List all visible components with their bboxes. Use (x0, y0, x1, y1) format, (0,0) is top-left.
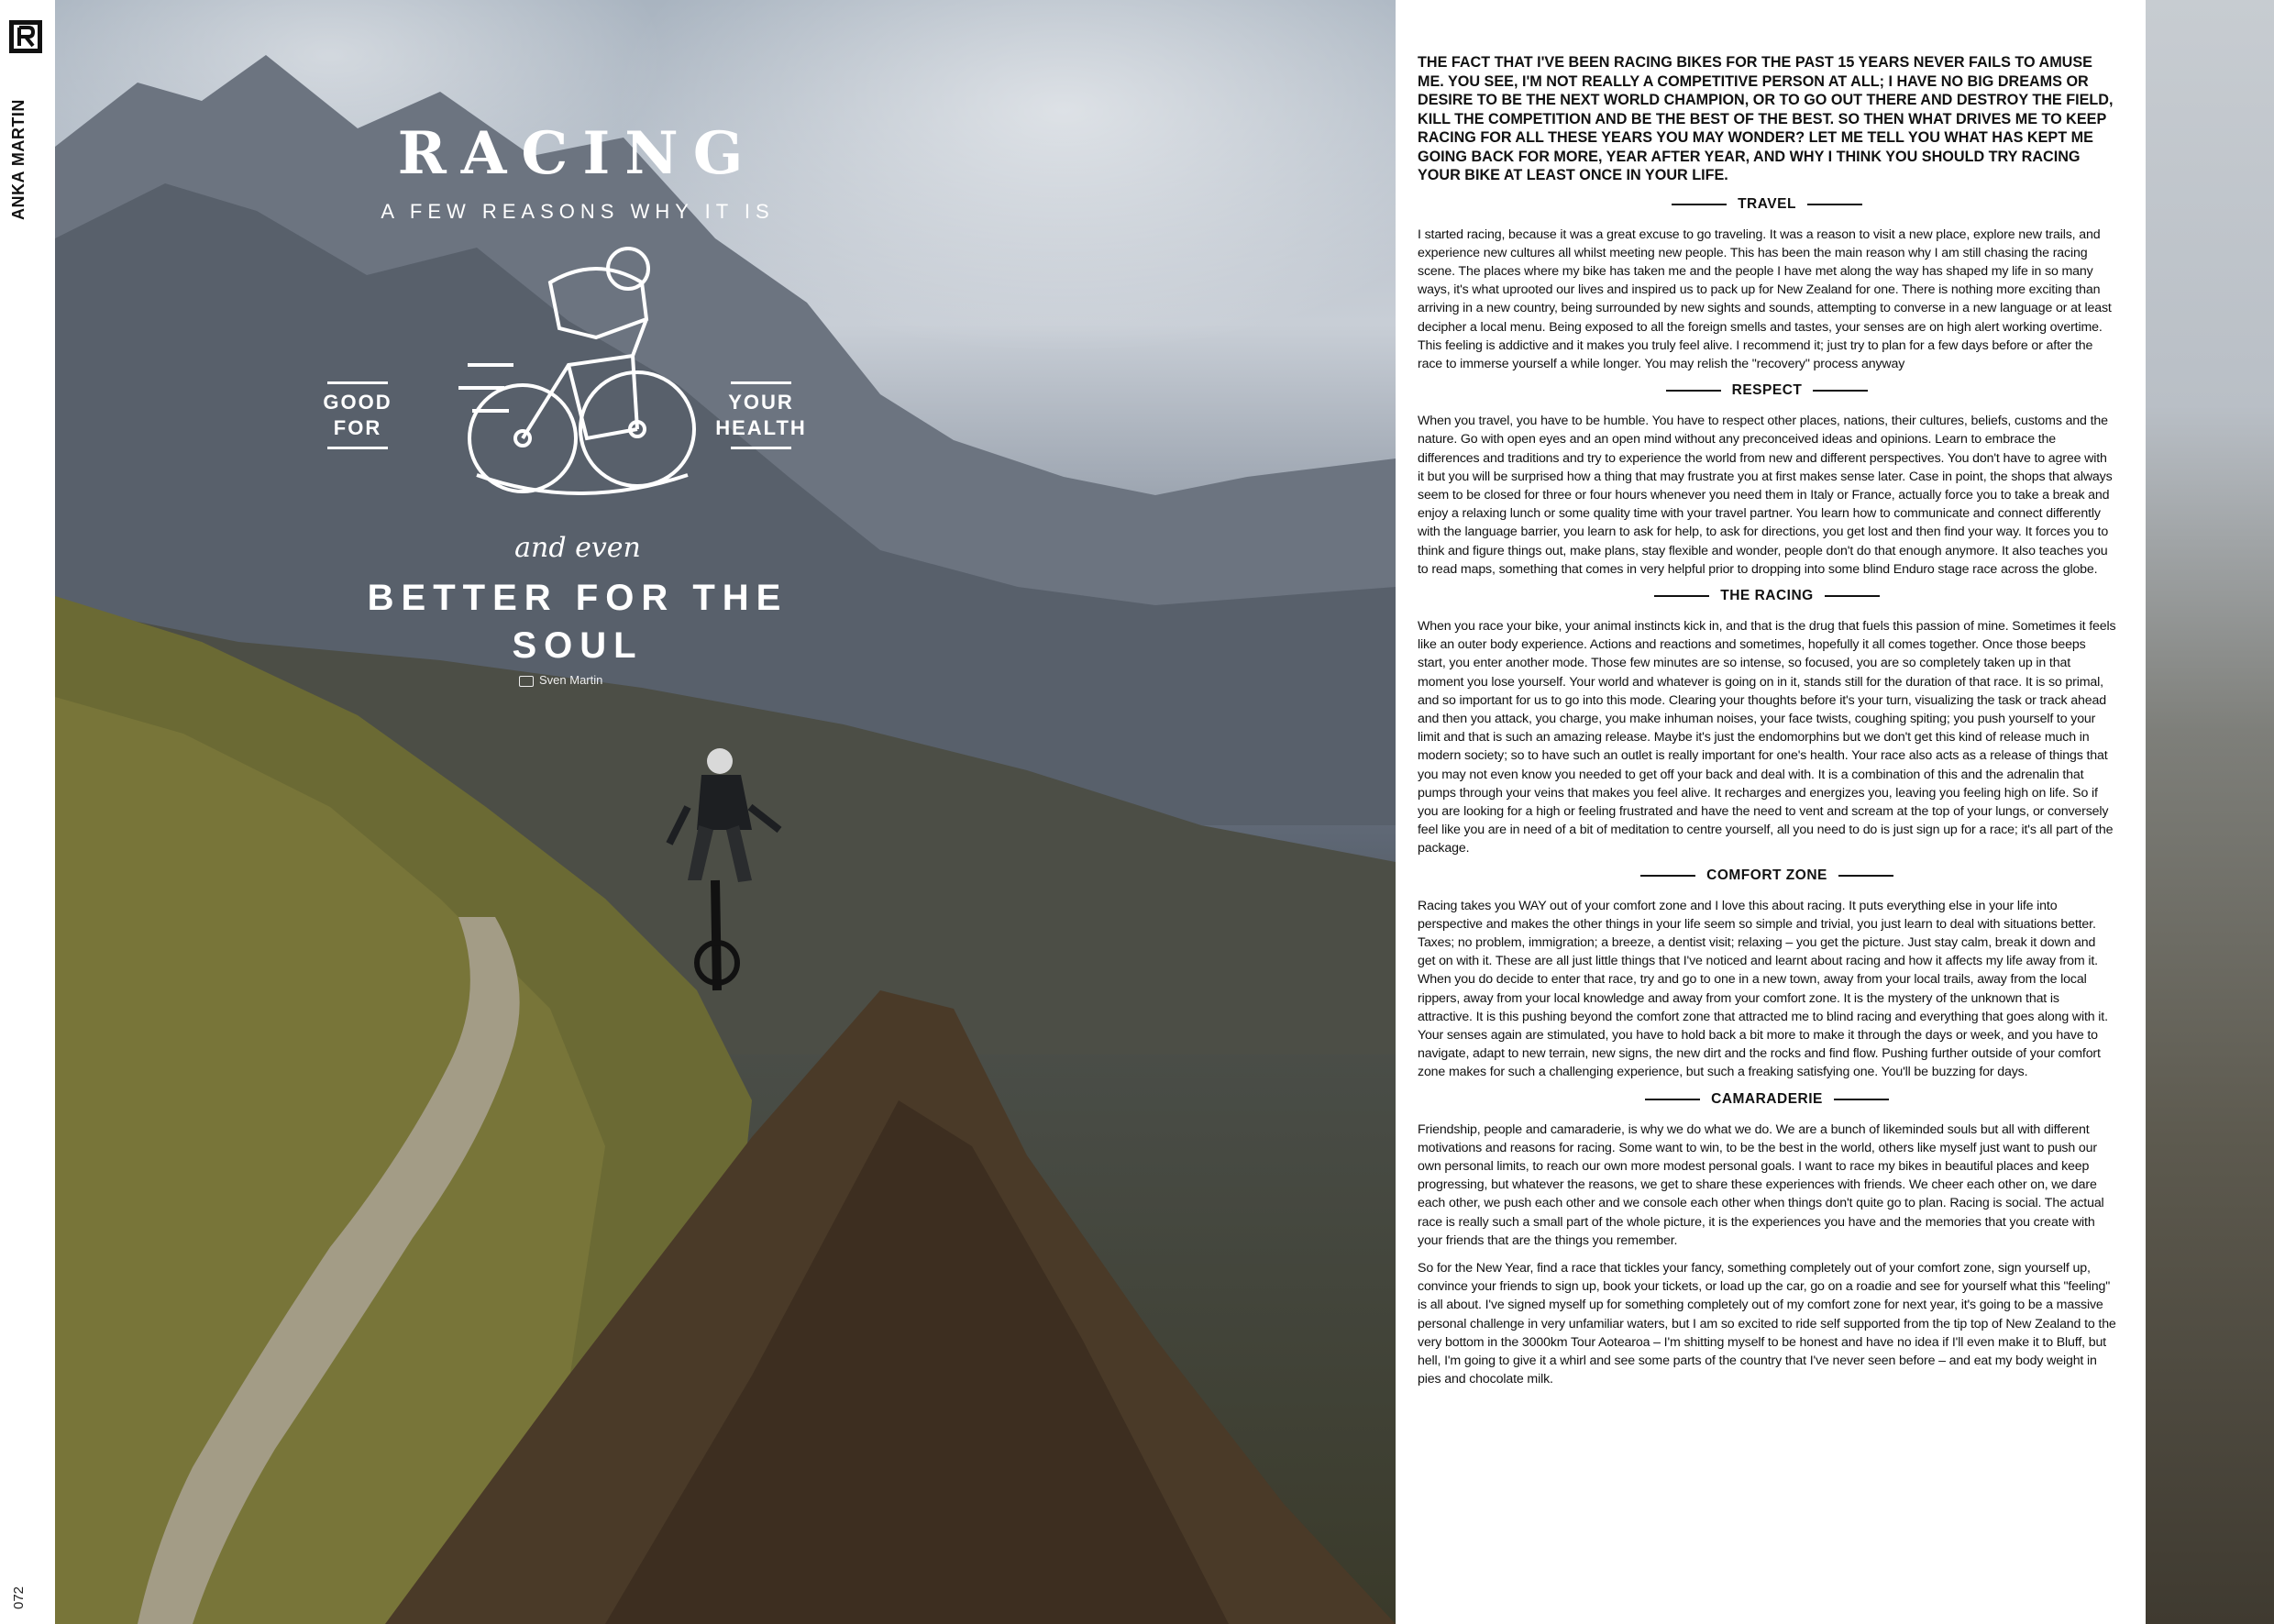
photo-credit-name: Sven Martin (539, 673, 603, 687)
section-heading-text: TRAVEL (1738, 195, 1796, 212)
headline-your-health (715, 376, 807, 455)
article-lede: THE FACT THAT I'VE BEEN RACING BIKES FOR THE PAST 15 YEARS NEVER FAILS TO AMUSE ME. YOU SEE, I'M NOT REALLY A COMPETITIVE PERSON AT ALL; I HAVE NO BIG DREAMS OR DESIRE TO BE THE NEXT WORLD CHAMPION, OR TO GO OUT THERE AND DESTROY THE FIELD, KILL THE COMPETITION AND BE THE BEST OF THE BEST. SO THEN WHAT DRIVES ME TO KEEP RACING FOR ALL THESE YEARS YOU MAY WONDER? LET ME TELL YOU WHAT HAS KEPT ME GOING BACK FOR MORE, YEAR AFTER YEAR, AND WHY I THINK YOU SHOULD TRY RACING YOUR BIKE AT LEAST ONCE IN YOUR LIFE. (1418, 54, 2114, 183)
headline-your-health-text: YOUR HEALTH (715, 391, 807, 439)
section-paragraph: So for the New Year, find a race that tickles your fancy, something completely out of your comfort zone, sign yourself up, convince your friends to sign up, book your tickets, or load up the car, go on a roadie and see for yourself what this "feeling" is all about. I've signed myself up for something completely out of my comfort zone for next year, it's going to be a massive personal challenge in very unfamiliar waters, but I am so excited to ride self supported from the tip top of New Zealand to the very bottom in the 3000km Tour Aotearoa – I'm shitting myself to be honest and have no idea if I'll even make it to Bluff, but hell, I'm going to give it a whirl and see some parts of the country that I've never seen before – and eat my body weight in pies and chocolate milk. (1418, 1261, 2116, 1387)
camera-icon (519, 676, 534, 687)
magazine-logo-icon (7, 18, 44, 55)
section-paragraph: Racing takes you WAY out of your comfort zone and I love this about racing. It puts everything else in your life into perspective and makes the other things in your life seem so simple and trivial, you just learn to deal with situations better. Taxes; no problem, immigration; a breeze, a dentist visit; relaxing – you get the picture. Just stay calm, break it down and get on with it. These are all just little things that I've noticed and learnt about racing and how it affects my life away from it. When you do decide to enter that race, try and go to one in a new town, away from your local trails, away from the local rippers, away from your local knowledge and away from your comfort zone. It is the mystery of the unknown that is attractive. It is this pushing beyond the comfort zone that attracted me to blind racing and everything that goes along with it. Your senses again are stimulated, you have to hold back a bit more to make it through the days or week, and you have to navigate, adapt to new terrain, new signs, the new dirt and the rocks and find flow. Pushing further outside of your comfort zone makes for such a challenging experience, but such a freaking satisfying one. You'll be buzzing for days. (1418, 898, 2108, 1080)
vintage-cyclist-icon (458, 227, 697, 521)
headline-racing: RACING (397, 119, 758, 188)
section-heading-comfort-zone (1418, 867, 2116, 884)
section-heading-text: CAMARADERIE (1711, 1090, 1823, 1107)
article-column (1418, 53, 2116, 1612)
photo-credit (519, 673, 666, 687)
page-margin (0, 0, 55, 1624)
section-paragraph: When you race your bike, your animal instincts kick in, and that is the drug that fuels this passion of mine. Sometimes it feels like an outer body experience. Actions and reactions and sometimes, hopefully it all comes together. Once those beeps start, you enter another mode. Those few minutes are so intense, so focused, you are so completely taken up in that moment you lose yourself. Your world and whatever is going on in it, stands still for the duration of that race. It is so primal, and so important for us to go into this mode. Clearing your thoughts before it's your turn, visualizing the task or track ahead and then you attack, you charge, you make inhuman noises, your face twists, coughing spiting; you push yourself to your limit and that is such an amazing release. Maybe it's just the endomorphins but we don't get this kind of release much in modern society; so to have such an outlet is really important for one's health. Your race also acts as a release of things that you may not even know you needed to get off your back and deal with. It is a combination of this and the adrenalin that pumps through your veins that makes you feel alive. It recharges and energizes you, leaving you feeling high on life. So if you are looking for a high or feeling frustrated and have the need to vent and scream at the top of your lungs, or conversely feel like you are in need of a bit of meditation to centre yourself, all you need to do is just sign up for a race; it's all part of the package. (1418, 618, 2116, 856)
section-paragraph: When you travel, you have to be humble. You have to respect other places, nations, their cultures, beliefs, customs and the nature. Go with open eyes and an open mind without any preconceived ideas and opinions. Learn to embrace the differences and traditions and try to experience the world from new and different perspectives. You don't have to agree with it but you will be surprised how a thing that may frustrate you at first makes sense later. Case in point, the shops that always seem to be closed for three or four hours whenever you need them in Italy or France, actually force you to take a break and enjoy a relaxing lunch or some quality time with your travel partner. You learn how to communicate and connect differently with the language barrier, you learn to ask for help, to ask for directions, you get lost and then find your way. It forces you to think and figure things out, make plans, stay flexible and wonder, people don't do that enough anymore. It also teaches you to read maps, something that comes in very helpful prior to dropping into some blind Enduro stage race across the globe. (1418, 414, 2113, 577)
section-paragraph: I started racing, because it was a great excuse to go traveling. It was a reason to visit a new place, explore new trails, and experience new cultures all whilst meeting new people. This has been the main reason why I am still chasing the racing scene. The places where my bike has taken me and the people I have met along the way has shaped my life in so many ways, it's what uprooted our lives and inspired us to pack up for New Zealand for one. There is nothing more exciting than arriving in a new country, being surrounded by new sights and sounds, attempting to converse in a new language or at least decipher a local menu. Being exposed to all the foreign smells and tastes, your senses are on high alert working overtime. This feeling is addictive and it makes you truly feel alive. I recommend it; just try to plan for a few days before or after the race to immerse yourself a while longer. You may relish the "recovery" process anyway (1418, 226, 2112, 371)
headline-good-for (321, 376, 394, 455)
author-name: ANKA MARTIN (9, 99, 28, 220)
section-heading-travel (1418, 196, 2116, 213)
section-heading-the-racing (1418, 588, 2116, 604)
section-heading-text: THE RACING (1720, 587, 1814, 603)
next-page-photo-edge (2146, 0, 2274, 1624)
headline-art (321, 119, 834, 706)
section-heading-camaraderie (1418, 1091, 2116, 1108)
headline-subtitle: A FEW REASONS WHY IT IS (381, 200, 775, 223)
section-heading-text: COMFORT ZONE (1706, 867, 1827, 883)
section-paragraph: Friendship, people and camaraderie, is why we do what we do. We are a bunch of likeminded souls but all with different motivations and reasons for racing. Some want to win, to be the best in the world, others like myself just want to push our own personal limits, to reach our own more modest personal goals. I want to race my bikes in beautiful places and keep progressing, but whatever the reasons, we get to share these experiences with friends. We cheer each other on, we dare each other, we push each other and we console each other when things don't quite go to plan. Racing is social. The actual race is really such a small part of the whole picture, it is the experiences you have and the memories that you create with your friends that are the things you remember. (1418, 1121, 2104, 1248)
section-heading-text: RESPECT (1731, 382, 1803, 399)
page-number: 072 (11, 1585, 27, 1609)
section-heading-respect (1418, 382, 2116, 399)
headline-better-for-the-soul: BETTER FOR THE SOUL (367, 578, 789, 666)
headline-good-for-text: GOOD FOR (323, 391, 392, 439)
headline-and-even: and even (514, 532, 641, 564)
hero-photo (55, 0, 1396, 1624)
